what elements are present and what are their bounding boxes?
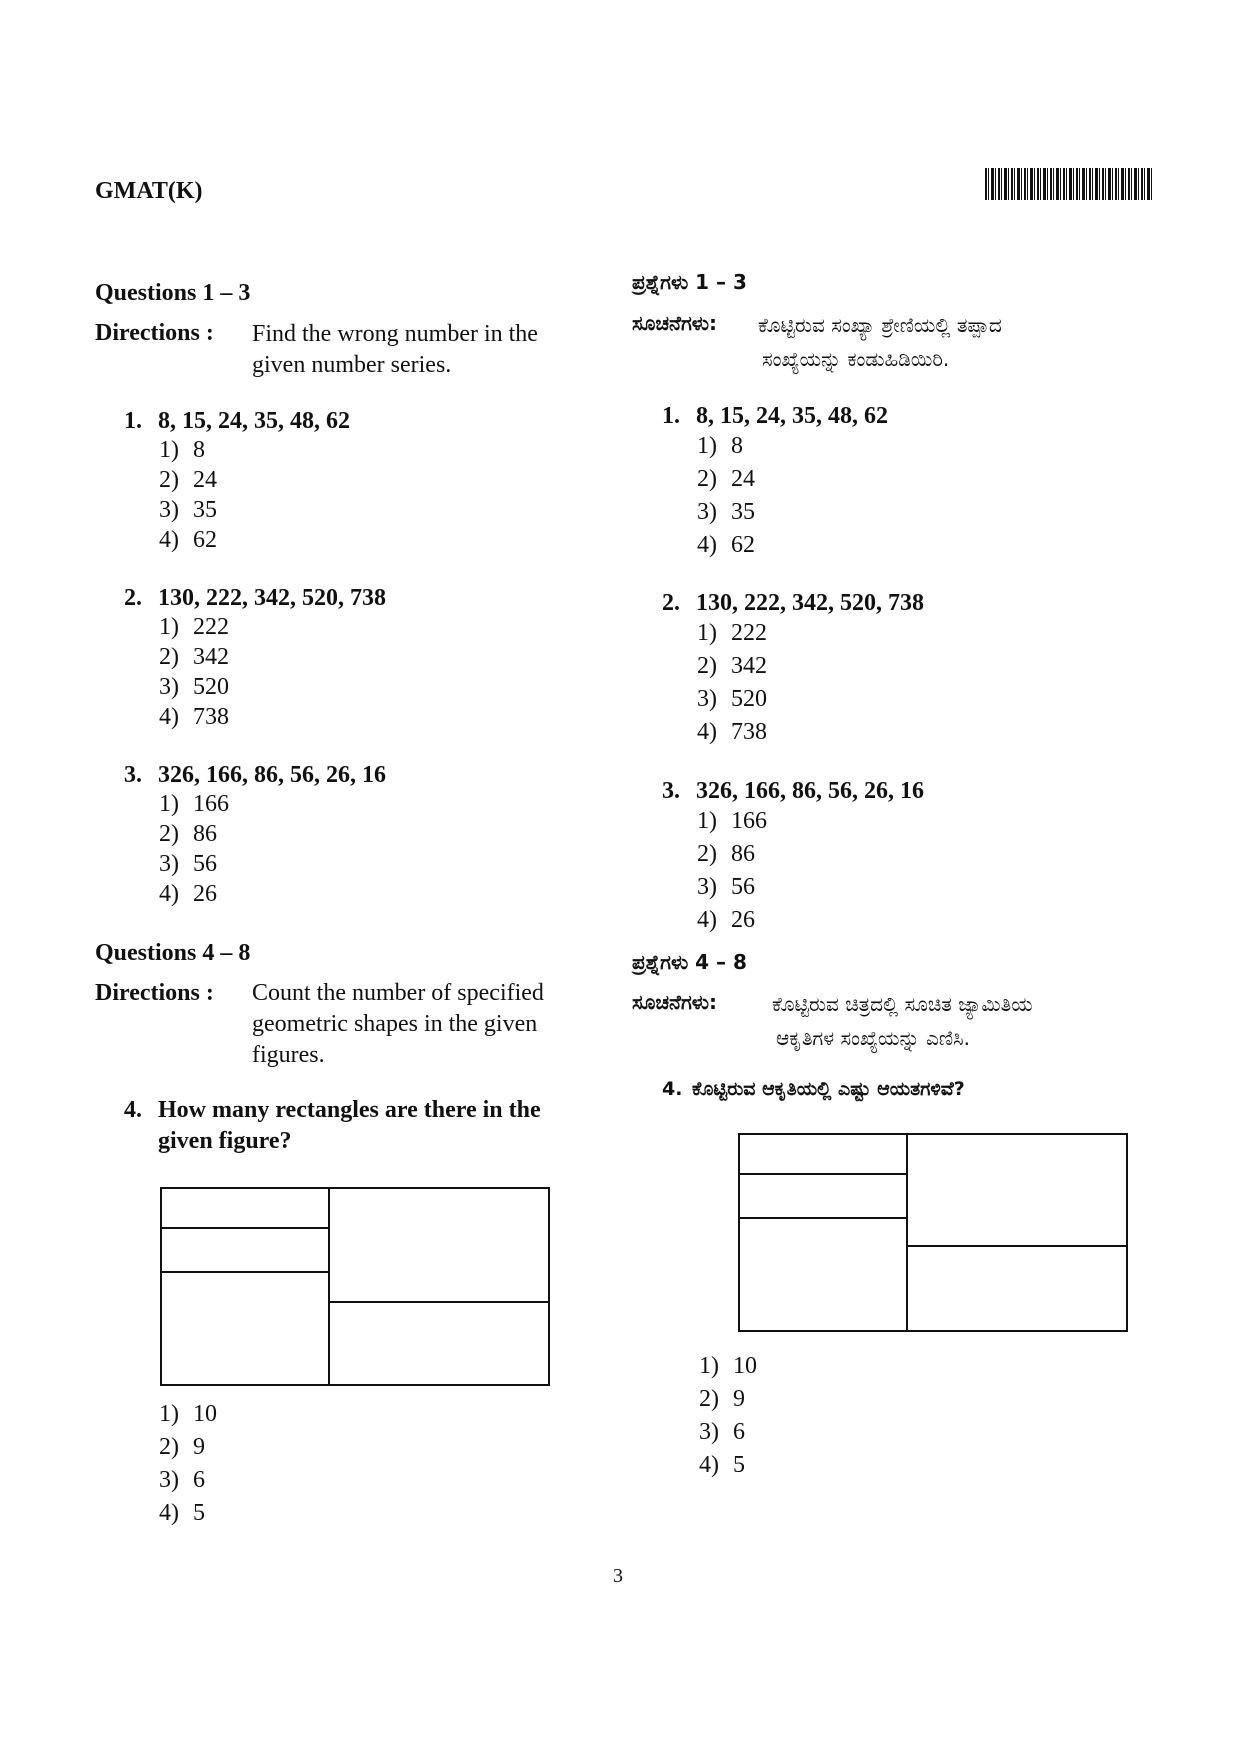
option: 2) 9 (699, 1386, 745, 1412)
option: 3) 6 (159, 1467, 205, 1493)
option: 4) 62 (159, 527, 217, 553)
right-question-1 (662, 403, 888, 562)
option: 1) 166 (697, 808, 767, 834)
option: 2) 342 (159, 644, 229, 670)
left-question-4 (124, 1095, 614, 1157)
question-text: How many rectangles are there in the (158, 1097, 541, 1123)
option: 1) 166 (159, 791, 229, 817)
option: 3) 35 (159, 497, 217, 523)
left-q4-options (159, 1398, 217, 1530)
right-section2-title: ಪ್ರಶ್ನೆಗಳು 4 – 8 (632, 950, 747, 974)
directions-line: ಸಂಖ್ಯೆಯನ್ನು ಕಂಡುಹಿಡಿಯಿರಿ. (762, 347, 950, 371)
figure-line (906, 1245, 1126, 1247)
left-section1-directions (252, 319, 587, 381)
option: 1) 10 (159, 1401, 217, 1427)
question-number: 2. (124, 585, 142, 611)
right-question-4 (662, 1078, 965, 1100)
left-section2-title: Questions 4 – 8 (95, 940, 251, 966)
option: 2) 9 (159, 1434, 205, 1460)
left-section1-title: Questions 1 – 3 (95, 280, 251, 306)
question-text: 326, 166, 86, 56, 26, 16 (158, 762, 386, 788)
right-section1-directions-label: ಸೂಚನೆಗಳು: (632, 311, 717, 335)
figure-line (906, 1135, 908, 1330)
right-question-2 (662, 590, 924, 749)
exam-code: GMAT(K) (95, 178, 203, 204)
figure-line (328, 1301, 548, 1303)
option: 3) 520 (697, 686, 767, 712)
directions-line: geometric shapes in the given (252, 1011, 538, 1037)
right-section2-directions-label: ಸೂಚನೆಗಳು: (632, 990, 717, 1014)
option: 1) 222 (159, 614, 229, 640)
right-q4-options (699, 1350, 757, 1482)
right-question-3 (662, 778, 924, 937)
right-section1-title: ಪ್ರಶ್ನೆಗಳು 1 – 3 (632, 270, 747, 294)
question-number: 4. (662, 1078, 683, 1100)
option: 1) 10 (699, 1353, 757, 1379)
option: 2) 86 (697, 841, 755, 867)
option: 3) 6 (699, 1419, 745, 1445)
option: 1) 222 (697, 620, 767, 646)
question-text: 326, 166, 86, 56, 26, 16 (696, 778, 924, 804)
question-text: given figure? (158, 1128, 292, 1154)
question-number: 1. (662, 403, 680, 429)
directions-line: ಕೊಟ್ಟಿರುವ ಚಿತ್ರದಲ್ಲಿ ಸೂಚಿತ ಜ್ಯಾಮಿತಿಯ (772, 992, 1033, 1016)
option: 4) 26 (159, 881, 217, 907)
option: 3) 35 (697, 499, 755, 525)
rectangle-figure (738, 1133, 1128, 1332)
figure-line (740, 1217, 906, 1219)
option: 2) 342 (697, 653, 767, 679)
directions-line: Count the number of specified (252, 980, 544, 1006)
question-text: 8, 15, 24, 35, 48, 62 (158, 408, 350, 434)
left-section2-directions-label: Directions : (95, 980, 214, 1006)
option: 2) 86 (159, 821, 217, 847)
question-number: 3. (124, 762, 142, 788)
option: 2) 24 (159, 467, 217, 493)
question-text: ಕೊಟ್ಟಿರುವ ಆಕೃತಿಯಲ್ಲಿ ಎಷ್ಟು ಆಯತಗಳಿವೆ? (692, 1078, 965, 1100)
rectangle-figure (160, 1187, 550, 1386)
option: 4) 26 (697, 907, 755, 933)
question-number: 4. (124, 1097, 142, 1123)
option: 3) 56 (159, 851, 217, 877)
left-section1-directions-label: Directions : (95, 320, 214, 346)
figure-line (162, 1227, 328, 1229)
page-number: 3 (613, 1565, 623, 1587)
figure-line (162, 1271, 328, 1273)
option: 4) 738 (159, 704, 229, 730)
directions-line: ಆಕೃತಿಗಳ ಸಂಖ್ಯೆಯನ್ನು ಎಣಿಸಿ. (776, 1026, 970, 1050)
option: 3) 56 (697, 874, 755, 900)
directions-line: ಕೊಟ್ಟಿರುವ ಸಂಖ್ಯಾ ಶ್ರೇಣಿಯಲ್ಲಿ ತಪ್ಪಾದ (758, 313, 1002, 337)
question-number: 1. (124, 408, 142, 434)
option: 1) 8 (697, 433, 743, 459)
left-question-3 (124, 762, 386, 909)
option: 3) 520 (159, 674, 229, 700)
right-section1-directions (758, 308, 1138, 376)
question-text: 130, 222, 342, 520, 738 (158, 585, 386, 611)
left-question-2 (124, 585, 386, 732)
option: 2) 24 (697, 466, 755, 492)
option: 4) 62 (697, 532, 755, 558)
question-text: 8, 15, 24, 35, 48, 62 (696, 403, 888, 429)
left-section2-directions (252, 978, 587, 1071)
right-section2-directions (772, 987, 1142, 1055)
directions-line: figures. (252, 1042, 325, 1068)
left-question-1 (124, 408, 350, 555)
question-text: 130, 222, 342, 520, 738 (696, 590, 924, 616)
barcode-image (985, 168, 1153, 200)
question-number: 3. (662, 778, 680, 804)
option: 4) 5 (699, 1452, 745, 1478)
figure-line (740, 1173, 906, 1175)
directions-line: Find the wrong number in the (252, 321, 538, 347)
directions-line: given number series. (252, 352, 452, 378)
option: 1) 8 (159, 437, 205, 463)
figure-line (328, 1189, 330, 1384)
option: 4) 738 (697, 719, 767, 745)
question-number: 2. (662, 590, 680, 616)
option: 4) 5 (159, 1500, 205, 1526)
